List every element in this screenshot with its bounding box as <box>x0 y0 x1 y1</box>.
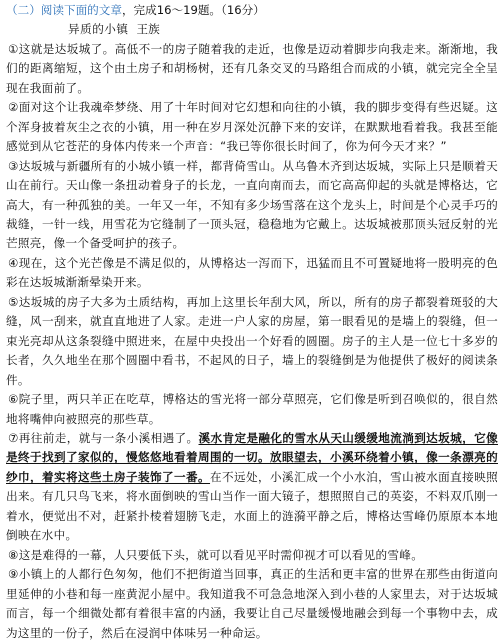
paragraph-8: ⑧这是难得的一幕，人只要低下头，就可以看见平时需仰视才可以看见的雪峰。 <box>8 547 424 562</box>
paragraph-7 <box>6 429 498 546</box>
paragraph-2: ②面对这个让我魂牵梦绕、用了十年时间对它幻想和向往的小镇，我的脚步变得有些迟疑。这个浑身披着灰尘之衣的小镇，用一种在岁月深处沉静下来的安详，在默默地看着我。我甚至能感觉到从它苍茫的身体内传来一个声音：“我已等你很长时间了，你为何今天才来？” <box>6 100 498 154</box>
paragraph-9: ⑨小镇上的人都行色匆匆，他们不把街道当回事，真正的生活和更丰富的世界在那些由街道向里延伸的小巷和每一座黄泥小屋中。我知道我不可急急地深入到小巷的人家里去，对于达坂城而言，每一个细微处都有着很丰富的内涵，我要让自己尽量缓慢地融会到每一个事物中去，成为这里的一份子，然后在浸润中体味另一种命运。 <box>6 567 498 640</box>
underlined-sentence: 溪水肯定是融化的雪水从天山缓缓地流淌到达坂城，它像是终于找到了家似的，慢悠悠地看着周围的一切。放眼望去，小溪环绕着小镇，像一条漂亮的纱巾，着实将这些土房子装饰了一番。 <box>6 430 498 484</box>
section-label: （二）阅读下面的文章 <box>6 3 122 17</box>
paragraph-3: ③达坂城与新疆所有的小城小镇一样，都背倚雪山。从乌鲁木齐到达坂城，实际上只是顺着天山在前行。天山像一条扭动着身子的长龙，一直向南而去，而它高高仰起的头就是博格达，它高大，有一种孤独的美。一年又一年，不知有多少场雪落在这个龙头上，时间是个心灵手巧的裁缝，一针一线，用雪花为它缝制了一顶头冠，稳稳地为它戴上。达坂城被那顶头冠反射的光芒照亮，像一个备受呵护的孩子。 <box>6 158 498 251</box>
paragraph-7-tail: 在不远处，小溪汇成一个小水泊，雪山被水面直接映照出来。有几只鸟飞来，将水面倒映的雪山当作一面大镜子，想照照自己的英姿，不料双爪刚一着水，便觉出不对，赶紧扑棱着翅膀飞走，水面上的涟漪平静之后，博格达雪峰仍原原本本地倒映在水中。 <box>6 469 498 543</box>
paragraph-7-lead: ⑦再往前走，就与一条小溪相遇了。 <box>8 430 199 445</box>
instruction-text: ，完成16～19题。（16分） <box>121 3 265 17</box>
article-title-line <box>6 20 498 39</box>
paragraph-4: ④现在，这个光芒像是不满足似的，从博格达一泻而下，迅猛而且不可置疑地将一股明亮的色彩在达坂城渐渐晕染开来。 <box>6 255 498 290</box>
paragraph-6: ⑥院子里，两只羊正在吃草，博格达的雪光将一部分草照亮，它们像是听到召唤似的，很自然地将嘴伸向被照亮的那些草。 <box>6 392 498 426</box>
question-heading <box>6 1 498 20</box>
paragraph-1: ①这就是达坂城了。高低不一的房子随着我的走近，也像是迈动着脚步向我走来。渐渐地，我们的距离缩短，这个由土房子和胡杨树，还有几条交叉的马路组合而成的小镇，就完完全全呈现在我面前了。 <box>6 41 498 95</box>
article-author: 王族 <box>136 22 160 37</box>
article-title: 异质的小镇 <box>68 22 129 37</box>
paragraph-5: ⑤达坂城的房子大多为土质结构，再加上这里长年刮大风，所以，所有的房子都裂着斑驳的大缝，风一刮来，就直直地进了人家。走进一户人家的房屋，第一眼看见的是墙上的裂缝，但一束光亮却从这条裂缝中照进来，在屋中央投出一个好看的圆圈。房子的主人是一位七十多岁的长者，久久地坐在那个圆圈中看书，不起风的日子，墙上的裂缝倒是为他提供了极好的阅读条件。 <box>6 294 498 387</box>
